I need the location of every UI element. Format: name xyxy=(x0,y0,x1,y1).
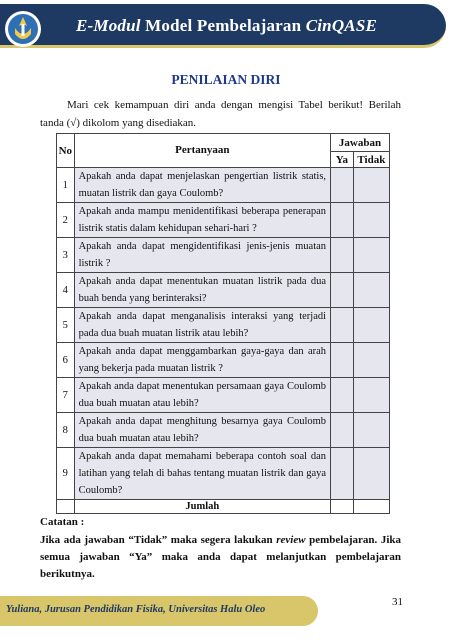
header-title: E-Modul Model Pembelajaran CinQASE xyxy=(76,16,378,35)
row-question: Apakah anda mampu menidentifikasi beberapa penerapan listrik statis dalam kehidupan sehari-hari ? xyxy=(74,203,330,238)
row-number: 5 xyxy=(57,308,75,343)
row-number: 8 xyxy=(57,413,75,448)
table-row xyxy=(57,413,390,448)
answer-ya-cell[interactable] xyxy=(331,448,354,500)
footer-bar xyxy=(0,596,318,626)
answer-tidak-cell[interactable] xyxy=(353,273,389,308)
catatan-text: Jika ada jawaban “Tidak” maka segera lakukan review pembelajaran. Jika semua jawaban “Ya” maka anda dapat melanjutkan pembelajaran berikutnya. xyxy=(40,534,401,580)
col-header-ya: Ya xyxy=(331,152,354,168)
row-question: Apakah anda dapat menentukan muatan listrik pada dua buah benda yang berinteraksi? xyxy=(74,273,330,308)
col-header-pertanyaan: Pertanyaan xyxy=(74,134,330,168)
jumlah-tidak-cell xyxy=(353,500,389,514)
table-body xyxy=(57,168,390,500)
answer-tidak-cell[interactable] xyxy=(353,413,389,448)
row-question: Apakah anda dapat menjelaskan pengertian listrik statis, muatan listrik dan gaya Coulomb? xyxy=(74,168,330,203)
answer-tidak-cell[interactable] xyxy=(353,203,389,238)
row-number: 7 xyxy=(57,378,75,413)
answer-tidak-cell[interactable] xyxy=(353,378,389,413)
table-row xyxy=(57,203,390,238)
bottom-band xyxy=(0,630,452,640)
table-row xyxy=(57,308,390,343)
row-question: Apakah anda dapat menganalisis interaksi yang terjadi pada dua buah muatan listrik atau lebih? xyxy=(74,308,330,343)
answer-ya-cell[interactable] xyxy=(331,203,354,238)
answer-tidak-cell[interactable] xyxy=(353,238,389,273)
header-bar xyxy=(0,4,446,48)
answer-tidak-cell[interactable] xyxy=(353,448,389,500)
col-header-jawaban: Jawaban xyxy=(331,134,390,152)
col-header-no: No xyxy=(57,134,75,168)
row-question: Apakah anda dapat memahami beberapa contoh soal dan latihan yang telah di bahas tentang muatan listrik dan gaya Coulomb? xyxy=(74,448,330,500)
answer-ya-cell[interactable] xyxy=(331,168,354,203)
row-question: Apakah anda dapat menghitung besarnya gaya Coulomb dua buah muatan atau lebih? xyxy=(74,413,330,448)
table-row xyxy=(57,343,390,378)
row-question: Apakah anda dapat menggambarkan gaya-gaya dan arah yang bekerja pada muatan listrik ? xyxy=(74,343,330,378)
row-question: Apakah anda dapat menentukan persamaan gaya Coulomb dua buah muatan atau lebih? xyxy=(74,378,330,413)
page-title: PENILAIAN DIRI xyxy=(171,72,281,87)
row-number: 3 xyxy=(57,238,75,273)
row-number: 2 xyxy=(57,203,75,238)
answer-ya-cell[interactable] xyxy=(331,308,354,343)
answer-ya-cell[interactable] xyxy=(331,343,354,378)
self-assessment-table xyxy=(56,133,390,514)
row-number: 9 xyxy=(57,448,75,500)
answer-tidak-cell[interactable] xyxy=(353,168,389,203)
row-number: 4 xyxy=(57,273,75,308)
jumlah-no-cell xyxy=(57,500,75,514)
answer-tidak-cell[interactable] xyxy=(353,308,389,343)
table-row xyxy=(57,168,390,203)
table-row xyxy=(57,378,390,413)
answer-ya-cell[interactable] xyxy=(331,413,354,448)
university-logo-icon xyxy=(4,10,42,48)
jumlah-label: Jumlah xyxy=(74,500,330,514)
answer-ya-cell[interactable] xyxy=(331,273,354,308)
row-number: 6 xyxy=(57,343,75,378)
answer-ya-cell[interactable] xyxy=(331,238,354,273)
row-number: 1 xyxy=(57,168,75,203)
row-question: Apakah anda dapat mengidentifikasi jenis-jenis muatan listrik ? xyxy=(74,238,330,273)
table-row xyxy=(57,238,390,273)
col-header-tidak: Tidak xyxy=(353,152,389,168)
answer-ya-cell[interactable] xyxy=(331,378,354,413)
table-row xyxy=(57,448,390,500)
page-number: 31 xyxy=(392,596,403,608)
answer-tidak-cell[interactable] xyxy=(353,343,389,378)
table-row xyxy=(57,273,390,308)
footer-author: Yuliana, Jurusan Pendidikan Fisika, Universitas Halu Oleo xyxy=(6,604,266,615)
catatan-label: Catatan : xyxy=(40,516,85,528)
jumlah-ya-cell xyxy=(331,500,354,514)
intro-paragraph: Mari cek kemampuan diri anda dengan mengisi Tabel berikut! Berilah tanda (√) dikolom yang disediakan. xyxy=(40,99,401,129)
